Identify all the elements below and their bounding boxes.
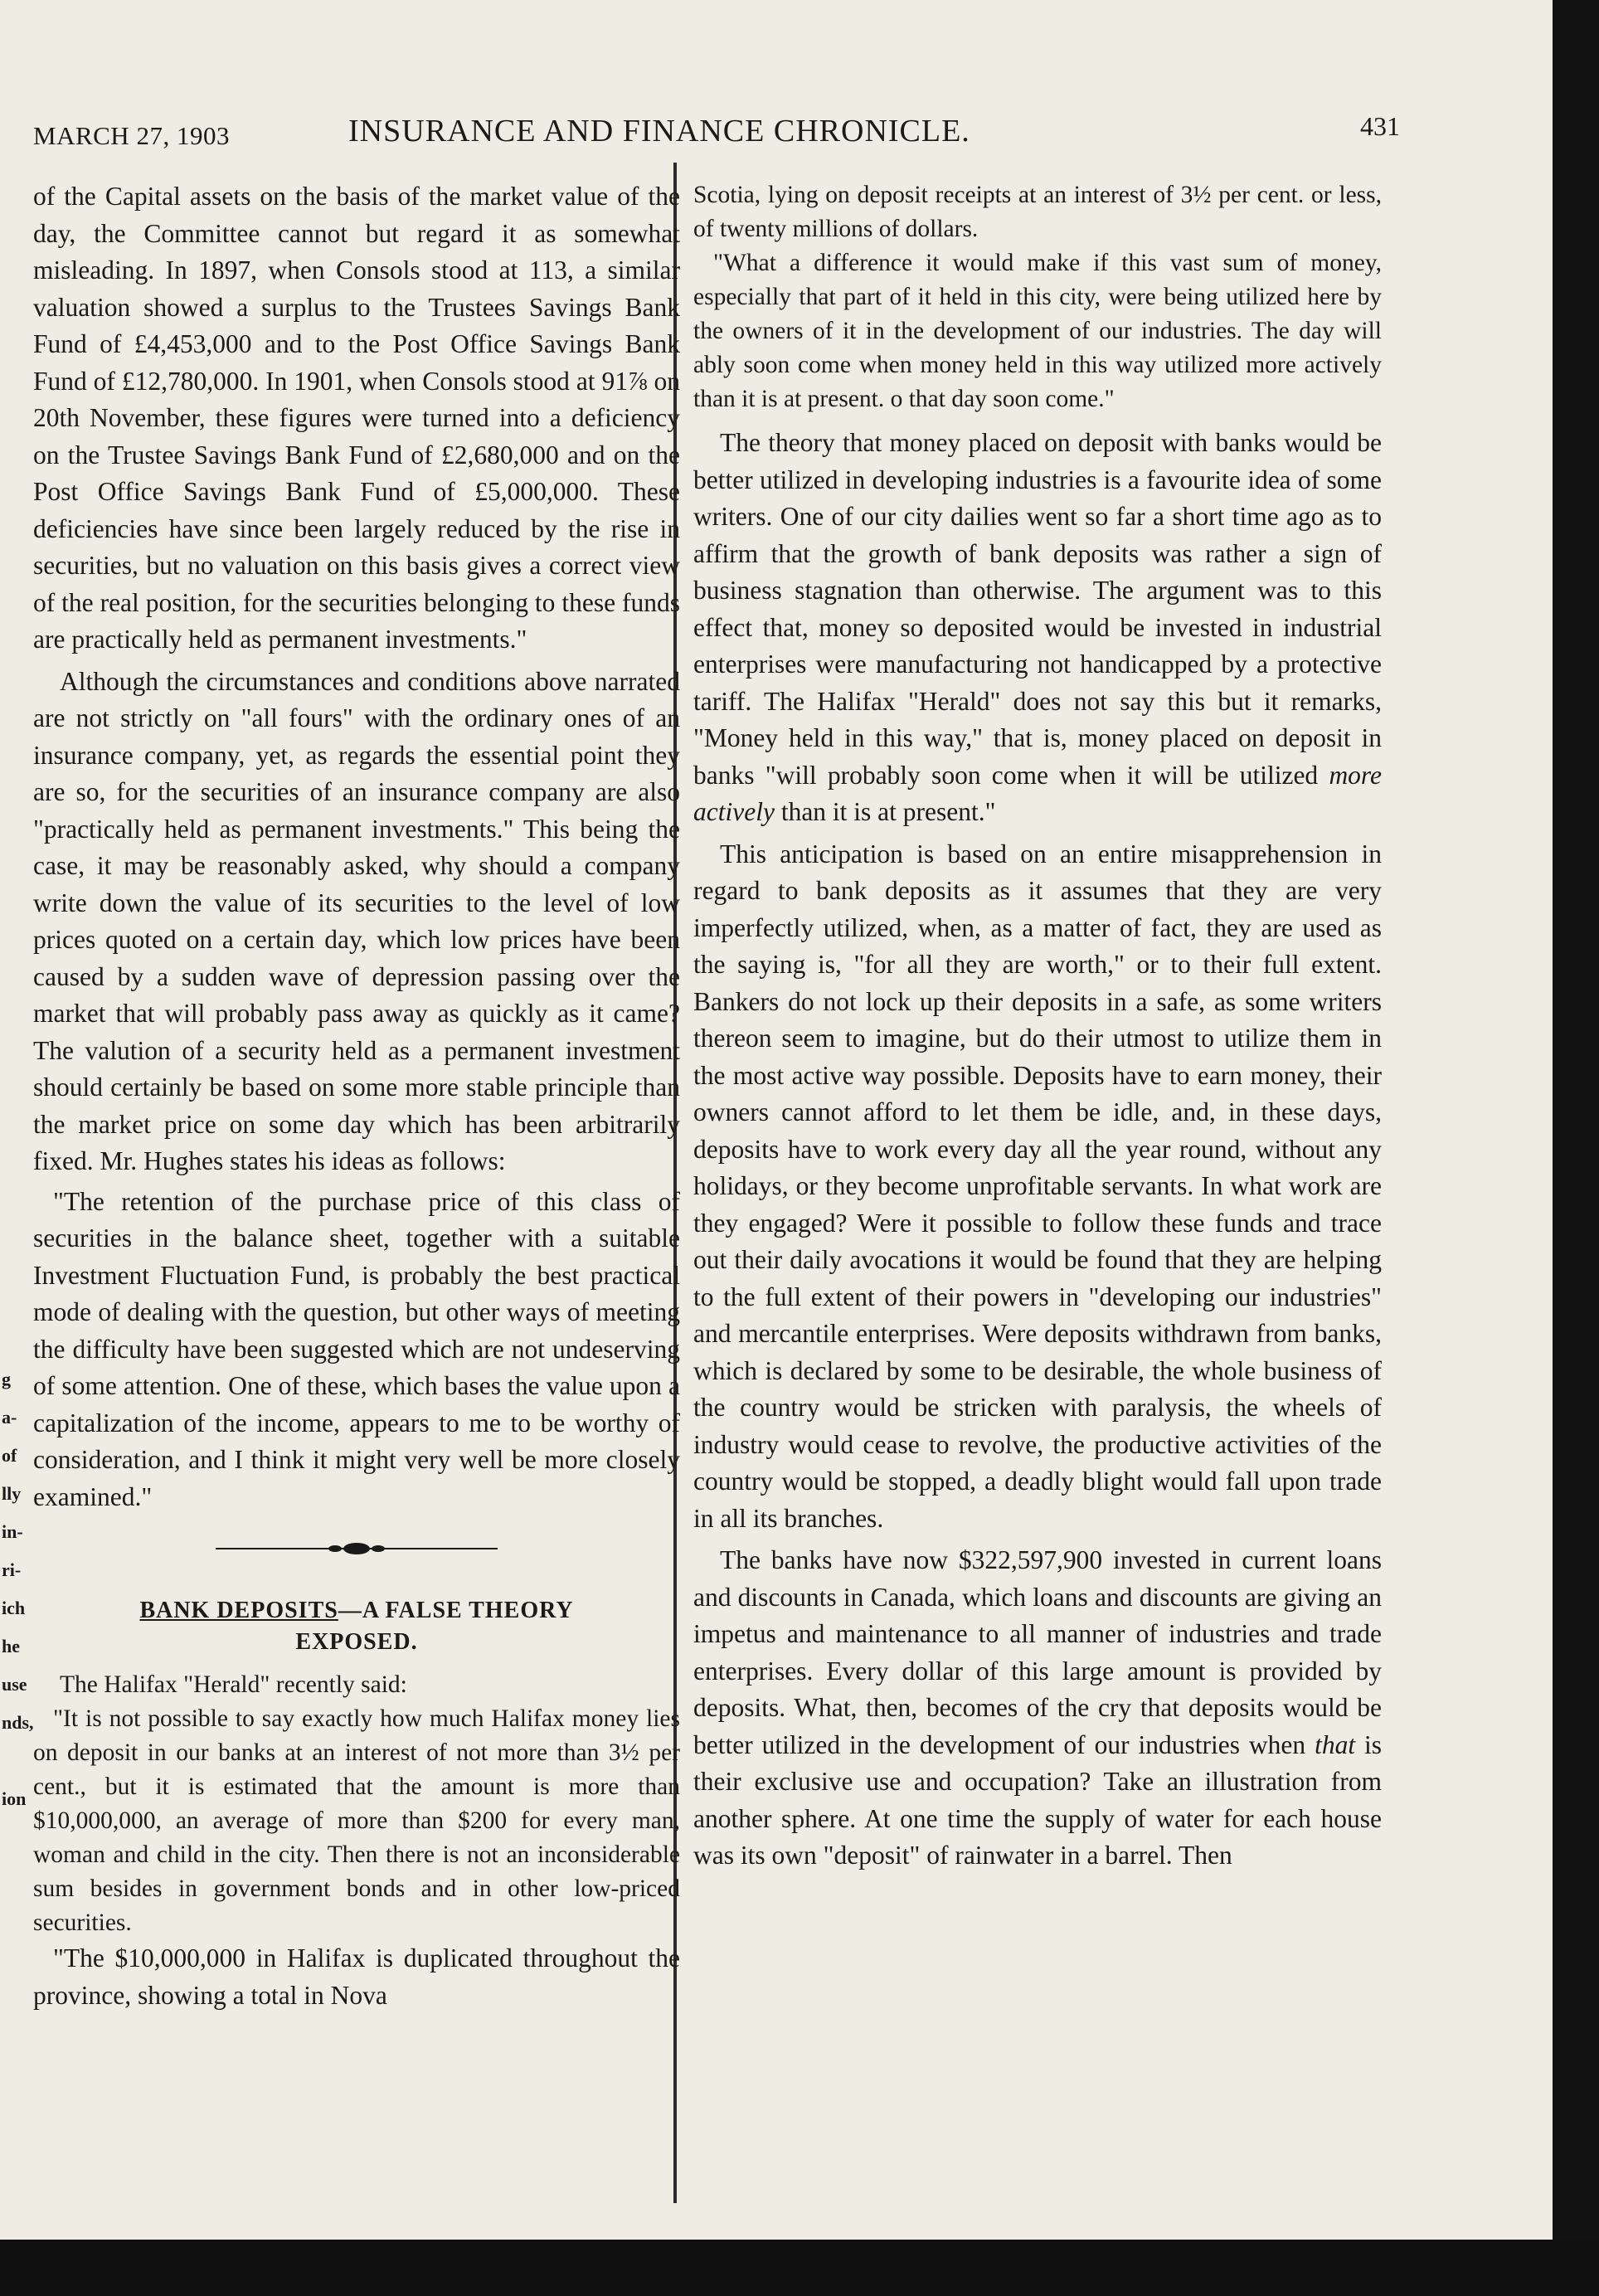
scan-right-border [1553, 0, 1599, 2296]
margin-fragment: ich [2, 1598, 26, 1618]
margin-fragment [2, 1742, 30, 1780]
quoted-paragraph: "The $10,000,000 in Halifax is duplicated throughout the province, showing a total in Nova [33, 1943, 680, 2010]
paragraph: The Halifax "Herald" recently said: [60, 1671, 407, 1698]
heading-part: EXPOSED. [295, 1629, 418, 1655]
text-run: than it is at present." [780, 797, 996, 826]
margin-fragment: use [2, 1674, 27, 1695]
italic-run: more actively [693, 760, 1383, 826]
paragraph: Although the circumstances and conditions above narrated are not strictly on "all fours" with the ordinary ones of an insurance company, yet, as regards the essential point they are so, for the securities of an insurance company are also "practically held as permanent investments." This being the case, it may be reasonably asked, why should a company write down the value of its securities to the level of low prices quoted on a certain day, which low prices have been caused by a sudden wave of depression passing over the market that will probably pass away as quickly as it came? The valution of a security held as a permanent investment should certainly be based on some more stable principle than the market price on some day which has been arbitrarily fixed. Mr. Hughes states his ideas as follows: [33, 666, 680, 1175]
ornament-divider [216, 1539, 498, 1559]
paragraph [693, 425, 1382, 831]
text-run: The banks have now $322,597,900 invested in current loans and discounts in Canada, which loans and discounts are giving an impetus and maintenance to all manner of industries and trade enterprises. Every dollar of this large amount is provided by deposits. What, then, becomes of the cry that deposits would be better utilized in the development of our industries when [693, 1545, 1382, 1759]
margin-fragment: in- [2, 1521, 23, 1542]
left-margin-fragments [0, 1360, 34, 1818]
margin-fragment: lly [2, 1483, 22, 1504]
text-run: is their exclusive use and occupation? Take an illustration from another sphere. At one time the supply of water for each house was its own "deposit" of rainwater in a barrel. Then [693, 1729, 1383, 1870]
page-number: 431 [1360, 111, 1400, 141]
left-column [33, 178, 680, 2014]
italic-run: that [1315, 1729, 1356, 1759]
text-run: The theory that money placed on deposit with banks would be better utilized in developing industries is a favourite idea of some writers. One of our city dailies went so far a short time ago as to affirm that the growth of bank deposits was rather a sign of business stagnation than otherwise. The argument was to this effect that, money so deposited would be invested in industrial enterprises were manufacturing not handicapped by a protective tariff. The Halifax "Herald" does not say this but it remarks, "Money held in this way," that is, money placed on deposit in banks "will probably soon come when it will be utilized [693, 428, 1382, 790]
paragraph: of the Capital assets on the basis of the market value of the day, the Committee cannot but regard it as somewhat misleading. In 1897, when Consols stood at 113, a similar valuation showed a surplus to the Trustees Savings Bank Fund of £4,453,000 and to the Post Office Savings Bank Fund of £12,780,000. In 1901, when Consols stood at 91⅞ on 20th November, these figures were turned into a deficiency on the Trustee Savings Bank Fund of £2,680,000 and on the Post Office Savings Bank Fund of £5,000,000. These deficiencies have since been largely reduced by the rise in securities, but no valuation on this basis gives a correct view of the real position, for the securities belonging to these funds are practically held as permanent investments." [33, 182, 680, 654]
page-header [0, 108, 1553, 158]
heading-part: —A FALSE THEORY [338, 1598, 574, 1623]
paragraph: This anticipation is based on an entire misapprehension in regard to bank deposits as it assumes that they are very imperfectly utilized, when, as a matter of fact, they are used as the saying is, "for all they are worth," or to their full extent. Bankers do not lock up their deposits in a safe, as some writers thereon seem to imagine, but do their utmost to utilize them in the most active way possible. Deposits have to earn money, their owners cannot afford to let them be idle, and, in these days, deposits have to work every day all the year round, without any holidays, or they become unprofitable servants. In what work are they engaged? Were it possible to follow these funds and trace out their daily avocations it would be found that they are helping to the full extent of their powers in "developing our industries" and mercantile enterprises. Were deposits withdrawn from banks, which is declared by some to be desirable, the whole business of the country would be stricken with paralysis, the wheels of industry would cease to revolve, the productive activities of the country would be stopped, a deadly blight would fall upon trade in all its branches. [693, 839, 1382, 1533]
header-title: INSURANCE AND FINANCE CHRONICLE. [348, 114, 970, 148]
header-date: MARCH 27, 1903 [33, 121, 230, 150]
quoted-paragraph: "It is not possible to say exactly how much Halifax money lies on deposit in our banks at an interest of not more than 3½ per cent., but it is estimated that the amount is more than $10,000,000, an average of more than $200 for every man, woman and child in the city. Then there is not an inconsiderable sum besides in government bonds and in other low-priced securities. [33, 1705, 680, 1936]
paragraph: Scotia, lying on deposit receipts at an interest of 3½ per cent. or less, of twenty millions of dollars. [693, 182, 1382, 242]
margin-fragment: a- [2, 1407, 17, 1428]
section-heading [33, 1595, 680, 1658]
quoted-paragraph: "The retention of the purchase price of this class of securities in the balance sheet, together with a suitable Investment Fluctuation Fund, is probably the best practical mode of dealing with the question, but other ways of meeting the difficulty have been suggested which are not undeserving of some attention. One of these, which bases the value upon a capitalization of the income, appears to me to be worthy of consideration, and I think it might very well be more closely examined." [33, 1186, 680, 1511]
scan-bottom-border [0, 2240, 1599, 2296]
right-column [693, 178, 1382, 1875]
margin-fragment: nds, [2, 1712, 34, 1733]
margin-fragment: of [2, 1445, 17, 1466]
margin-fragment: he [2, 1636, 20, 1656]
paragraph [693, 1542, 1382, 1875]
margin-fragment: ri- [2, 1559, 22, 1580]
quoted-paragraph: "What a difference it would make if this vast sum of money, especially that part of it held in this city, were being utilized here by the owners of it in the development of our industries. The day will ably soon come when money held in this way utilized more actively than it is at present. o that day soon come." [693, 250, 1382, 412]
heading-part: BANK DEPOSITS [139, 1598, 338, 1623]
margin-fragment: ion [2, 1788, 27, 1809]
margin-fragment: g [2, 1369, 11, 1389]
